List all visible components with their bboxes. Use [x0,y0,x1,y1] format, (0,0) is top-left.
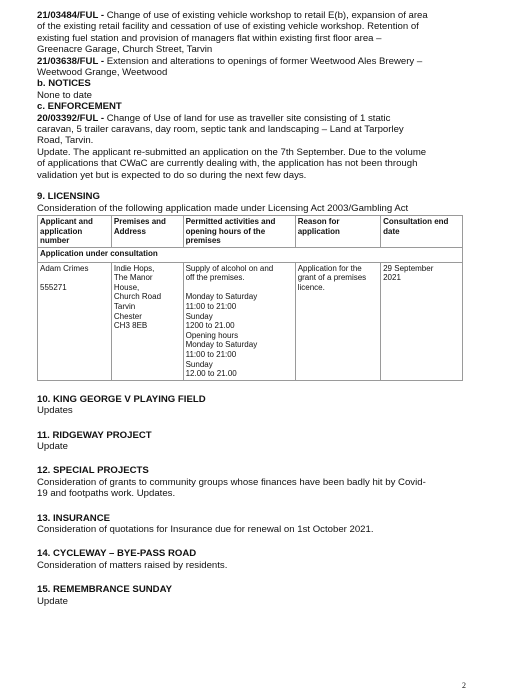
section-text: Update [37,595,68,607]
section-king-george-v [37,394,497,417]
cell-premises: Indie Hops, The Manor House, Church Road Tarvin Chester CH3 8EB [111,262,183,380]
cell-reason: Application for the grant of a premises licence. [295,262,380,380]
application-ref: 21/03638/FUL - [37,55,105,67]
update-text-line: Update. The applicant re-submitted an application on the 7th September. Due to the volume [37,146,427,158]
column-header-premises: Premises and Address [111,215,183,247]
page-number: 2 [462,681,466,690]
enforcement-heading: c. ENFORCEMENT [37,101,122,113]
application-text-line: Change of use of existing vehicle workshop to retail E(b), expansion of area [106,10,428,21]
column-header-activities: Permitted activities and opening hours of the premises [183,215,295,247]
section-insurance [37,513,497,536]
section-heading: 10. KING GEORGE V PLAYING FIELD [37,393,206,405]
application-under-consultation: Application under consultation [38,247,463,262]
section-remembrance-sunday [37,584,497,607]
table-header-row [38,215,463,247]
update-text-line: validation yet but is expected to do so during the next few days. [37,169,307,181]
application-text-line: caravan, 5 trailer caravans, day room, septic tank and landscaping – Land at Tarporley [37,124,404,136]
cell-end-date: 29 September 2021 [381,262,463,380]
licensing-heading: 9. LICENSING [37,191,100,203]
section-heading: 14. CYCLEWAY – BYE-PASS ROAD [37,548,197,560]
enforcement-item-20-03392 [37,113,497,181]
section-heading: 13. INSURANCE [37,512,111,524]
planning-item-21-03638 [37,56,497,79]
section-heading: 15. REMEMBRANCE SUNDAY [37,584,173,596]
section-text: 19 and footpaths work. Updates. [37,488,176,500]
section-text: Consideration of matters raised by residents. [37,559,228,571]
application-ref: 21/03484/FUL - [37,10,105,21]
cell-applicant: Adam Crimes 555271 [38,262,112,380]
section-text: Update [37,441,68,453]
section-heading: 11. RIDGEWAY PROJECT [37,429,152,441]
section-text: Consideration of quotations for Insurance due for renewal on 1st October 2021. [37,524,374,536]
section-ridgeway-project [37,430,497,453]
planning-item-21-03484 [37,10,497,56]
column-header-applicant: Applicant and application number [38,215,112,247]
update-text-line: of applications that CWaC are currently dealing with, the application has not been through [37,158,418,170]
column-header-reason: Reason for application [295,215,380,247]
section-cycleway [37,548,497,571]
application-text-line: Greenacre Garage, Church Street, Tarvin [37,44,213,56]
section-text: Updates [37,405,73,417]
notices-text: None to date [37,89,92,101]
section-heading: 12. SPECIAL PROJECTS [37,465,149,477]
application-text-line: existing fuel station and provision of managers flat within existing first floor area – [37,32,382,44]
table-span-row [38,247,463,262]
table-row [38,262,463,380]
section-text: Consideration of grants to community groups whose finances have been badly hit by Covid- [37,476,426,488]
application-text-line: Extension and alterations to openings of former Weetwood Ales Brewery – [106,55,423,67]
application-text-line: Change of Use of land for use as traveller site consisting of 1 static [106,112,391,124]
document-page [37,10,497,607]
section-special-projects [37,465,497,499]
licensing-intro: Consideration of the following application made under Licensing Act 2003/Gambling Act [37,202,409,214]
application-text-line: Road, Tarvin. [37,135,94,147]
cell-activities: Supply of alcohol on and off the premises. Monday to Saturday 11:00 to 21:00 Sunday 1200 to 21.00 Opening hours Monday to Saturday 11:00 to 21:00 Sunday 12.00 to 21.00 [183,262,295,380]
notices-heading: b. NOTICES [37,78,91,90]
licensing-table [37,215,463,381]
application-text-line: Weetwood Grange, Weetwood [37,67,168,79]
column-header-end-date: Consultation end date [381,215,463,247]
application-text-line: of the existing retail facility and cessation of use of existing vehicle workshop. Retention of [37,21,419,33]
application-ref: 20/03392/FUL - [37,112,105,124]
